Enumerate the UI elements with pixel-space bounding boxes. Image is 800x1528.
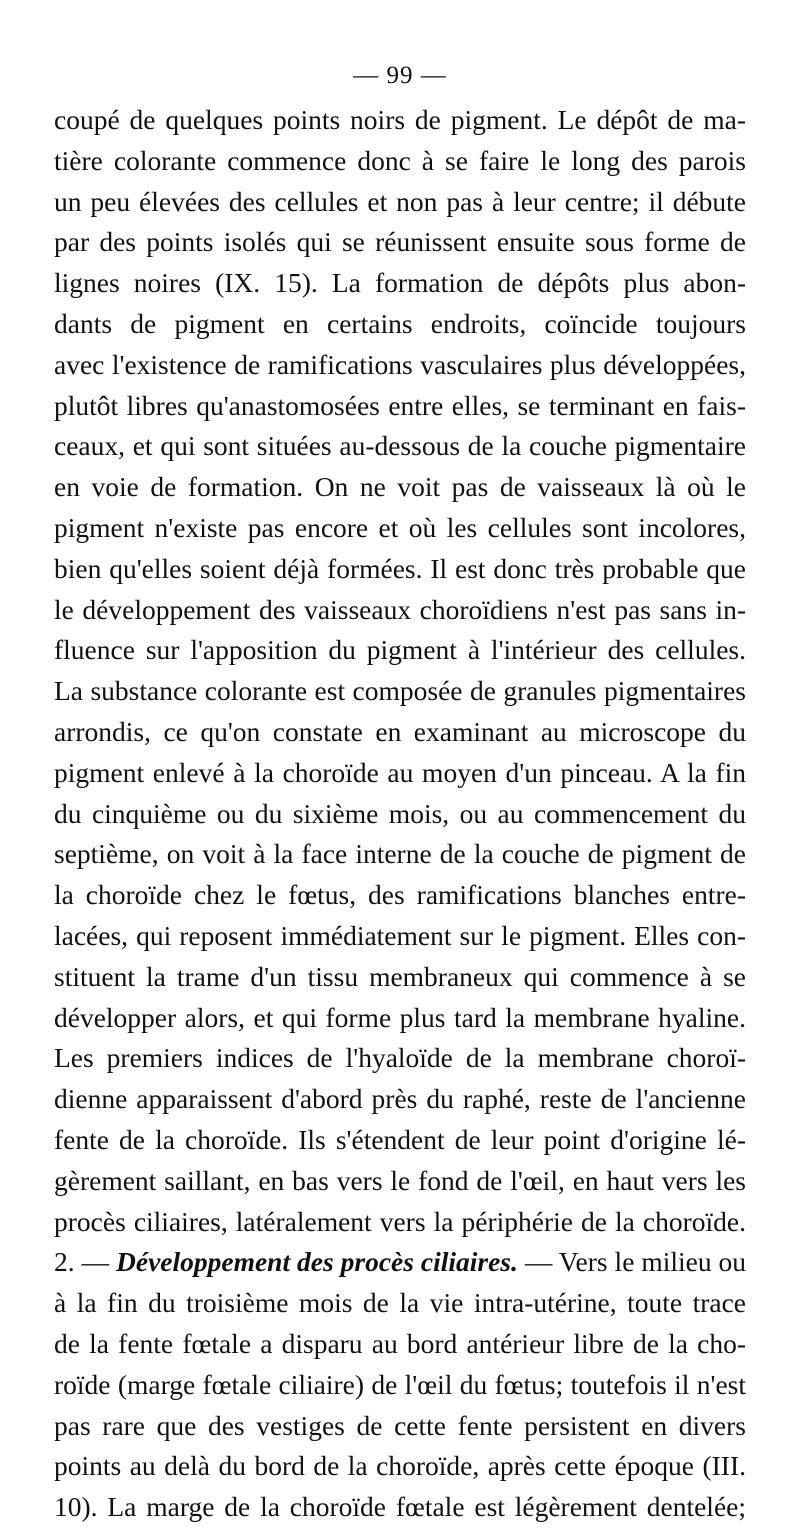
text-line: procès ciliaires, latéralement vers la périphérie de la choroïde. <box>54 1205 746 1237</box>
text-line: la choroïde chez le fœtus, des ramifications blanches entre- <box>54 879 746 911</box>
text-line: un peu élevées des cellules et non pas à leur centre; il débute <box>54 185 746 217</box>
text-line: du cinquième ou du sixième mois, ou au commencement du <box>54 797 746 829</box>
text-line: le développement des vaisseaux choroïdiens n'est pas sans in- <box>54 593 746 625</box>
section-heading-line <box>54 1242 746 1283</box>
text-line: de la fente fœtale a disparu au bord antérieur libre de la cho- <box>54 1327 746 1359</box>
text-line: pas rare que des vestiges de cette fente persistent en divers <box>54 1409 746 1441</box>
text-line: roïde (marge fœtale ciliaire) de l'œil du fœtus; toutefois il n'est <box>54 1368 746 1400</box>
text-line: coupé de quelques points noirs de pigment. Le dépôt de ma- <box>54 104 746 135</box>
text-line: septième, on voit à la face interne de la couche de pigment de <box>54 838 746 870</box>
text-line: arrondis, ce qu'on constate en examinant au microscope du <box>54 715 746 747</box>
text-line: lacées, qui reposent immédiatement sur le pigment. Elles con- <box>54 919 746 951</box>
text-line: ceaux, et qui sont situées au-dessous de la couche pigmentaire <box>54 430 746 462</box>
text-line: points au delà du bord de la choroïde, après cette époque (III. <box>54 1450 746 1482</box>
text-line: La substance colorante est composée de granules pigmentaires <box>54 675 746 707</box>
text-line: avec l'existence de ramifications vasculaires plus développées, <box>54 348 746 380</box>
text-line: Les premiers indices de l'hyaloïde de la membrane choroï- <box>54 1042 746 1074</box>
text-line: tière colorante commence donc à se faire le long des parois <box>54 144 746 176</box>
text-line: fente de la choroïde. Ils s'étendent de leur point d'origine lé- <box>54 1123 746 1155</box>
text-line: plutôt libres qu'anastomosées entre elles, se terminant en fais- <box>54 389 746 421</box>
text-line: lignes noires (IX. 15). La formation de dépôts plus abon- <box>54 267 746 299</box>
text-line: dants de pigment en certains endroits, coïncide toujours <box>54 307 746 339</box>
text-line: bien qu'elles soient déjà formées. Il est donc très probable que <box>54 552 746 584</box>
text-line: fluence sur l'apposition du pigment à l'intérieur des cellules. <box>54 634 746 666</box>
text-line: à la fin du troisième mois de la vie intra-utérine, toute trace <box>54 1287 746 1319</box>
text-line: en voie de formation. On ne voit pas de vaisseaux là où le <box>54 471 746 503</box>
text-line: dienne apparaissent d'abord près du raphé, reste de l'ancienne <box>54 1083 746 1115</box>
text-line: pigment enlevé à la choroïde au moyen d'un pinceau. A la fin <box>54 756 746 788</box>
body-text <box>54 100 746 1528</box>
section-text: — Vers le milieu ou <box>524 1246 747 1278</box>
section-number: 2. — <box>54 1246 110 1278</box>
page-number: — 99 — <box>353 62 447 89</box>
text-line: par des points isolés qui se réunissent ensuite sous forme de <box>54 226 746 258</box>
text-line: développer alors, et qui forme plus tard la membrane hyaline. <box>54 1001 746 1033</box>
text-line: stituent la trame d'un tissu membraneux qui commence à se <box>54 960 746 992</box>
text-line: gèrement saillant, en bas vers le fond de l'œil, en haut vers les <box>54 1164 746 1196</box>
text-line: pigment n'existe pas encore et où les cellules sont incolores, <box>54 511 746 543</box>
text-line: 10). La marge de la choroïde fœtale est légèrement dentelée; <box>54 1491 746 1523</box>
section-title: Développement des procès ciliaires. <box>116 1246 518 1278</box>
